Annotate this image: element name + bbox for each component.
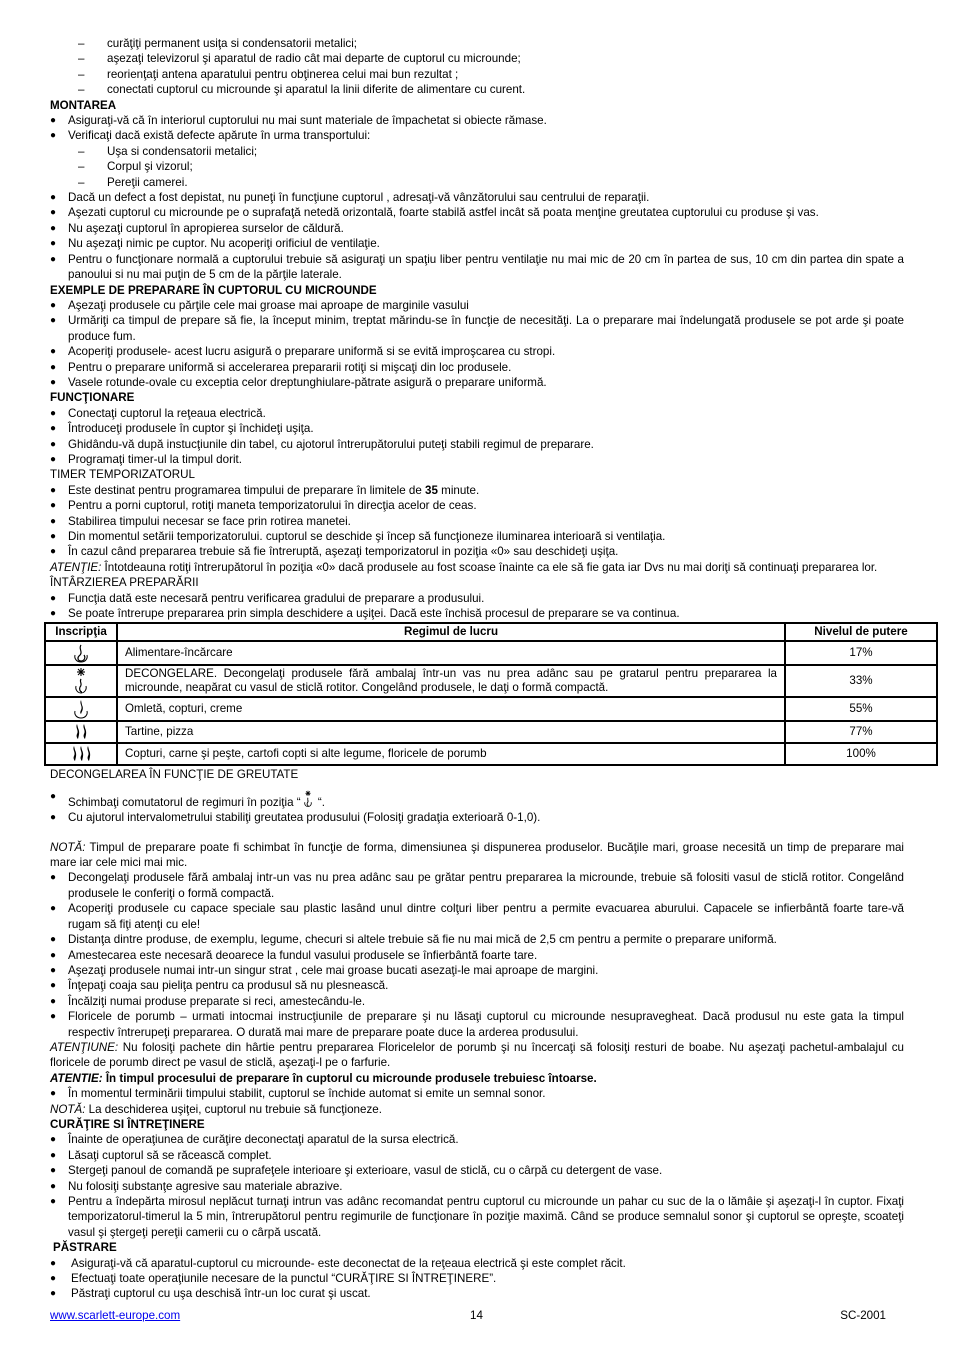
list-item: ● Acoperiţi produsele cu capace speciale sau plastic lasând unul dintre colţuri liber pentru a permite evacuarea aburului. Capacele se infierbântă foarte tare-vă rugam să fiţi atenţi cu ele! bbox=[50, 902, 904, 931]
list-item: ● Decongelaţi produsele fără ambalaj intr-un vas nu prea adânc sau pe grătar pentru prepararea la microunde, trebuie să folositi vasul de sticlă rotitor. Congelând produsele le conferiţi o formă compactă. bbox=[50, 871, 904, 900]
list-item: ● În momentul terminării timpului stabilit, cuptorul se închide automat si emite un semnal sonor. bbox=[50, 1087, 546, 1101]
section-heading-curatire: CURĂŢIRE SI ÎNTREŢINERE bbox=[50, 1117, 205, 1131]
list-item: ● Funcţia dată este necesară pentru verificarea gradului de preparare a produsului. bbox=[50, 591, 485, 605]
list-item: ● Stergeţi panoul de comandă pe suprafeţele interioare şi exterioare, vasul de sticlă, cu o cârpă cu detergent de vase. bbox=[50, 1164, 663, 1178]
list-item: ● Aşezaţi produsele numai intr-un singur strat , cele mai groase bucati asezaţi-le mai aproape de margini. bbox=[50, 963, 599, 977]
column-header: Inscripţia bbox=[45, 623, 117, 641]
list-item: – conectati cuptorul cu microunde şi aparatul la linii diferite de alimentare cu curent. bbox=[78, 83, 526, 97]
list-item: ● Lăsaţi cuptorul să se răcească complet. bbox=[50, 1148, 272, 1162]
table-row bbox=[45, 697, 937, 721]
list-item: ● Vasele rotunde-ovale cu exceptia celor dreptunghiulare-pătrate asigură o preparare uniformă. bbox=[50, 375, 547, 389]
power-level-table bbox=[44, 622, 938, 766]
list-item: ● Asiguraţi-vă că în interiorul cuptorului nu mai sunt materiale de împachetat si obiecte rămase. bbox=[50, 114, 547, 128]
section-heading-pastrare: PĂSTRARE bbox=[53, 1241, 117, 1255]
list-item: ● Aşezaţi produsele cu părţile cele mai groase mai aproape de marginile vasului bbox=[50, 298, 469, 312]
snowflake-flame-icon bbox=[301, 796, 315, 809]
snowflake-flame-icon bbox=[45, 665, 117, 697]
section-heading-exemple: EXEMPLE DE PREPARARE ÎN CUPTORUL CU MICROUNDE bbox=[50, 283, 377, 297]
column-header: Nivelul de putere bbox=[785, 623, 937, 641]
three-flames-icon bbox=[45, 743, 117, 765]
mode-cell: Copturi, carne şi peşte, cartofi copti si alte legume, floricele de porumb bbox=[117, 743, 785, 765]
list-item: ● Distanţa dintre produse, de exemplu, legume, checuri si altele trebuie să fie nu mai mică de 2,5 cm pentru a permite o preparare uniformă. bbox=[50, 933, 777, 947]
table-row bbox=[45, 665, 937, 697]
list-item: ● Aşezati cuptorul cu microunde pe o suprafaţă netedă orizontală, foarte stabilă astfel incât să poata menţine greutatea cuptorului cu produse şi vas. bbox=[50, 206, 819, 220]
column-header: Regimul de lucru bbox=[117, 623, 785, 641]
section-heading-timer: TIMER TEMPORIZATORUL bbox=[50, 468, 195, 482]
list-item: ● Pentru o preparare uniformă si accelerarea prepararii rotiţi si mişcaţi din loc produsele. bbox=[50, 360, 512, 374]
list-item: ● Din momentul setării temporizatorului. cuptorul se deschide şi încep să funcţioneze iluminarea interioară si ventilaţia. bbox=[50, 530, 666, 543]
list-item: ● Ghidându-vă după instucţiunile din tabel, cu ajotorul întrerupătorului puteţi stabili regimul de preparare. bbox=[50, 437, 594, 451]
list-item: ● Efectuaţi toate operaţiunile necesare de la punctul “CURĂŢIRE SI ÎNTREŢINERE”. bbox=[50, 1272, 497, 1286]
attention-note: ATENTIE: În timpul procesului de preparare în cuptorul cu microunde produsele trebuiesc întoarse. bbox=[50, 1071, 597, 1085]
attention-note: ATENŢIUNE: Nu folosiţi pachete din hârtie pentru prepararea Floricelelor de porumb şi nu încercaţi să folosiţi resturi de boabe. Nu aşezaţi pachetul-ambalajul cu floricele de porumb direct pe vasul de sticlă, aşezaţi-l pe o farfurie. bbox=[50, 1040, 904, 1070]
list-item: – aşezaţi televizorul şi aparatul de radio cât mai departe de cuptorul cu microunde; bbox=[78, 52, 521, 66]
list-item: ● Stabilirea timpului necesar se face prin rotirea manetei. bbox=[50, 514, 351, 528]
section-heading-montarea: MONTAREA bbox=[50, 98, 117, 112]
list-item: ● Pentru a îndepărta mirosul neplăcut turnaţi intrun vas adânc recomandat pentru cuptorul cu microunde un pahar cu suc de la o lămâie şi aşezaţi-l în cuptor. Fixaţi temporizatorul-timerul la 5 min, întrerupătorul pentru regimurile de funcţionare în poziţie maximă. Când se produce semnalul sonor şi cuptorul se opreşte, scoateţi vasul şi ştergeţi pereţii camerii cu o cârpă uscată. bbox=[50, 1195, 904, 1239]
section-heading-intarziere: ÎNTÂRZIEREA PREPARĂRII bbox=[50, 576, 199, 590]
note-paragraph: NOTĂ: La deschiderea uşiţei, cuptorul nu trebuie să funcţioneze. bbox=[50, 1102, 382, 1116]
power-level-cell: 100% bbox=[785, 743, 937, 765]
two-flames-icon bbox=[45, 721, 117, 743]
mode-cell: Tartine, pizza bbox=[117, 721, 785, 743]
list-item: ● Se poate întrerupe prepararea prin simpla deschidere a uşiţei. Dacă este închisă procesul de preparare se va continua. bbox=[50, 607, 680, 621]
list-item: ● Păstraţi cuptorul cu uşa deschisă într-un loc curat şi uscat. bbox=[50, 1287, 371, 1301]
list-item: ● Dacă un defect a fost depistat, nu puneţi în funcţiune cuptorul , adresaţi-vă vânzătorului sau centrului de reparaţii. bbox=[50, 191, 650, 205]
intro-dash-list bbox=[50, 36, 904, 98]
table-row bbox=[45, 743, 937, 765]
section-heading-decongelarea: DECONGELAREA ÎN FUNCŢIE DE GREUTATE bbox=[50, 768, 299, 782]
list-item: ● Asiguraţi-vă că aparatul-cuptorul cu microunde- este deconectat de la reţeaua electrică şi este complet răcit. bbox=[50, 1256, 626, 1270]
list-item: ● Verificaţi dacă există defecte apărute în urma transportului: bbox=[50, 129, 371, 143]
half-flame-icon bbox=[45, 697, 117, 721]
list-item: ● Înainte de operaţiunea de curăţire deconectaţi aparatul de la sursa electrică. bbox=[50, 1133, 459, 1147]
list-item: ● Este destinat pentru programarea timpului de preparare în limitele de 35 minute. bbox=[50, 483, 480, 497]
model-number: SC-2001 bbox=[840, 1309, 886, 1322]
table-row bbox=[45, 641, 937, 665]
mode-cell: Alimentare-încărcare bbox=[117, 641, 785, 665]
list-item: ● Încălziţi numai produse preparate si reci, amestecându-le. bbox=[50, 994, 366, 1008]
list-item: ● Acoperiţi produsele- acest lucru asigură o preparare uniformă si se evită improşcarea cu stropi. bbox=[50, 345, 556, 359]
list-item: ● Programaţi timer-ul la timpul dorit. bbox=[50, 452, 242, 466]
list-item: ● Cu ajutorul intervalometrului stabiliţi greutatea produsului (Folosiţi gradaţia exterioară 0-1,0). bbox=[50, 811, 541, 825]
list-item: ● Urmăriţi ca timpul de prepare să fie, la început minim, treptat mărindu-se în funcţie de necesităţi. La o preparare mai îndelungată produsele se pot arde şi poate produce fum. bbox=[50, 314, 904, 343]
list-item: ● Înţepaţi coaja sau pieliţa pentru ca produsul să nu plesnească. bbox=[50, 979, 389, 993]
power-level-cell: 77% bbox=[785, 721, 937, 743]
power-level-cell: 55% bbox=[785, 697, 937, 721]
list-item: ● Întroduceţi produsele în cuptor şi închideţi uşiţa. bbox=[50, 422, 314, 436]
list-item: ● Pentru o funcţionare normală a cuptorului trebuie să asiguraţi un spaţiu liber pentru ventilaţie nu mai mic de 20 cm în partea de sus, 10 cm din partea din spate a panoului si nu mai puţin de 5 cm de la părţile laterale. bbox=[50, 252, 904, 282]
mode-cell: Omletă, copturi, creme bbox=[117, 697, 785, 721]
power-level-cell: 33% bbox=[785, 665, 937, 697]
list-item: – curăţiţi permanent usiţa si condensatorii metalici; bbox=[78, 37, 358, 50]
list-item: ● Schimbaţi comutatorul de regimuri în poziţia “ “. bbox=[50, 790, 325, 809]
list-item: ● Amestecarea este necesară deoarece la fundul vasului produsele se înfierbântă foarte tare. bbox=[50, 948, 538, 962]
list-item: ● Nu aşezaţi cuptorul în apropierea surselor de căldură. bbox=[50, 221, 344, 235]
table-row bbox=[45, 721, 937, 743]
page-number: 14 bbox=[470, 1309, 483, 1322]
list-item: ● Nu aşezaţi nimic pe cuptor. Nu acoperiţi orificiul de ventilaţie. bbox=[50, 237, 380, 251]
list-item: – Uşa si condensatorii metalici; bbox=[78, 144, 258, 158]
page-footer bbox=[50, 1308, 886, 1324]
one-flame-icon bbox=[45, 641, 117, 665]
list-item: – Pereţii camerei. bbox=[78, 175, 188, 189]
website-link[interactable]: www.scarlett-europe.com bbox=[50, 1309, 181, 1322]
mode-cell: DECONGELARE. Decongelaţi produsele fără ambalaj într-un vas nu prea adânc sau pe gratarul pentru prepararea la microunde, neapărat cu vasul de sticlă rotitor. Congelând produsele, le daţi o formă compactă. bbox=[117, 665, 785, 697]
list-item: ● Nu folosiţi substanţe agresive sau materiale abrazive. bbox=[50, 1179, 343, 1193]
document-page bbox=[50, 36, 908, 1302]
power-level-cell: 17% bbox=[785, 641, 937, 665]
section-heading-functionare: FUNCŢIONARE bbox=[50, 391, 135, 405]
list-item: – Corpul şi vizorul; bbox=[78, 160, 193, 174]
list-item: ● În cazul când prepararea trebuie să fie întreruptă, aşezaţi temporizatorul in poziţia «0» sau deschideţi uşiţa. bbox=[50, 545, 619, 559]
list-item: ● Conectaţi cuptorul la reţeaua electrică. bbox=[50, 406, 266, 420]
list-item: ● Pentru a porni cuptorul, rotiţi maneta temporizatorului în direcţia acelor de ceas. bbox=[50, 499, 477, 513]
note-paragraph: NOTĂ: Timpul de preparare poate fi schimbat în funcţie de forma, dimensiunea şi dispunerea produselor. Bucăţile mari, groase necesită un timp de preparare mai mare iar cele mici mai mic. bbox=[50, 840, 904, 870]
table-header-row bbox=[45, 623, 937, 641]
list-item: – reorienţaţi antena aparatului pentru obţinerea celui mai bun rezultat ; bbox=[78, 67, 459, 81]
attention-note: ATENŢIE: Întotdeauna rotiţi întrerupătorul în poziţia «0» dacă produsele au fost scoase înainte ca ele să fie gata iar Dvs nu mai doriţi să continuaţi prepararea lor. bbox=[50, 560, 878, 574]
list-item: ● Floricele de porumb – urmati intocmai instrucţiunile de preparare şi nu lăsaţi cuptorul cu microunde nesupravegheat. Dacă produsul nu este gata la timpul respectiv întrerupeţi prepararea. O durată mai mare de preparare poate duce la arderea produsului. bbox=[50, 1010, 904, 1039]
